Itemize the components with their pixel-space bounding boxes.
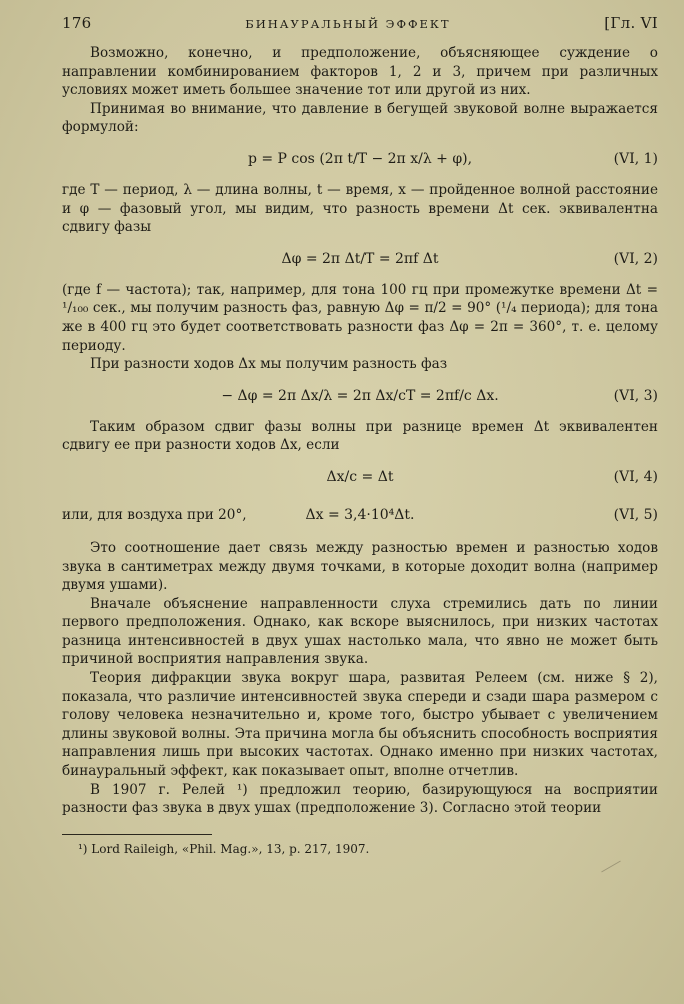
equation-number: (VI, 3) xyxy=(613,387,658,404)
equation-vi-3 xyxy=(62,374,658,418)
paragraph-2: Принимая во внимание, что давление в бегущей звуковой волне выражается формулой: xyxy=(62,100,658,136)
equation-formula: Δφ = 2π Δt/T = 2πf Δt xyxy=(281,250,439,267)
footnote: ¹) Lord Raileigh, «Phil. Mag.», 13, p. 217, 1907. xyxy=(78,841,370,856)
equation-vi-5 xyxy=(62,499,658,531)
page-number: 176 xyxy=(62,14,92,32)
equation-formula: p = P cos (2π t/T − 2π x/λ + φ), xyxy=(247,150,473,167)
equation-formula: − Δφ = 2π Δx/λ = 2π Δx/cT = 2πf/c Δx. xyxy=(221,387,499,404)
footnote-divider xyxy=(62,834,212,835)
paragraph-6: Таким образом сдвиг фазы волны при разнице времен Δt эквивалентен сдвигу ее при разности ходов Δx, если xyxy=(62,418,658,454)
paragraph-3: где T — период, λ — длина волны, t — время, x — пройденное волной расстояние и φ — фазовый угол, мы видим, что разность времени Δt сек. эквивалентна сдвигу фазы xyxy=(62,181,658,236)
equation-vi-2 xyxy=(62,237,658,281)
equation-number: (VI, 5) xyxy=(613,506,658,523)
running-title: БИНАУРАЛЬНЫЙ ЭФФЕКТ xyxy=(245,17,451,31)
equation-number: (VI, 4) xyxy=(613,468,658,485)
equation-number: (VI, 2) xyxy=(613,250,658,267)
paragraph-10: В 1907 г. Релей ¹) предложил теорию, базирующуюся на восприятии разности фаз звука в двух ушах (предположение 3). Согласно этой теории xyxy=(62,781,658,817)
paragraph-9: Теория дифракции звука вокруг шара, развитая Релеем (см. ниже § 2), показала, что различие интенсивностей звука спереди и сзади шара размером с голову человека незначительно и, кроме того, быстро убывает с увеличением длины звуковой волны. Эта причина могла бы объяснить способность восприятия направления лишь при высоких частотах. Однако именно при низких частотах, бинауральный эффект, как показывает опыт, вполне отчетлив. xyxy=(62,670,658,780)
paragraph-7: Это соотношение дает связь между разностью времен и разностью ходов звука в сантиметрах между двумя точками, в которые доходит волна (например двумя ушами). xyxy=(62,539,658,594)
running-header xyxy=(62,14,658,32)
paragraph-4: (где f — частота); так, например, для тона 100 гц при промежутке времени Δt = ¹/₁₀₀ сек., мы получим разность фаз, равную Δφ = π/2 = 90° (¹/₄ периода); для тона же в 400 гц это будет соответствовать разности фаз Δφ = 2π = 360°, т. е. целому периоду. xyxy=(62,281,658,354)
chapter-marker: [Гл. VI xyxy=(604,14,658,32)
pencil-mark xyxy=(601,861,621,873)
equation-vi-4 xyxy=(62,455,658,499)
paragraph-8: Вначале объяснение направленности слуха стремились дать по линии первого предположения. Однако, как вскоре выяснилось, при низких частотах разница интенсивностей в двух ушах настолько мала, что явно не может быть причиной восприятия направления звука. xyxy=(62,595,658,668)
paragraph-1: Возможно, конечно, и предположение, объясняющее суждение о направлении комбинированием факторов 1, 2 и 3, причем при различных условиях может иметь большее значение тот или другой из них. xyxy=(62,45,658,99)
equation-vi-1 xyxy=(62,137,658,181)
paragraph-5: При разности ходов Δx мы получим разность фаз xyxy=(90,356,448,373)
equation-formula: Δx = 3,4·10⁴Δt. xyxy=(305,506,415,523)
equation-number: (VI, 1) xyxy=(613,150,658,167)
equation-formula: Δx/c = Δt xyxy=(326,468,394,485)
equation-lead-text: или, для воздуха при 20°, xyxy=(62,506,247,523)
